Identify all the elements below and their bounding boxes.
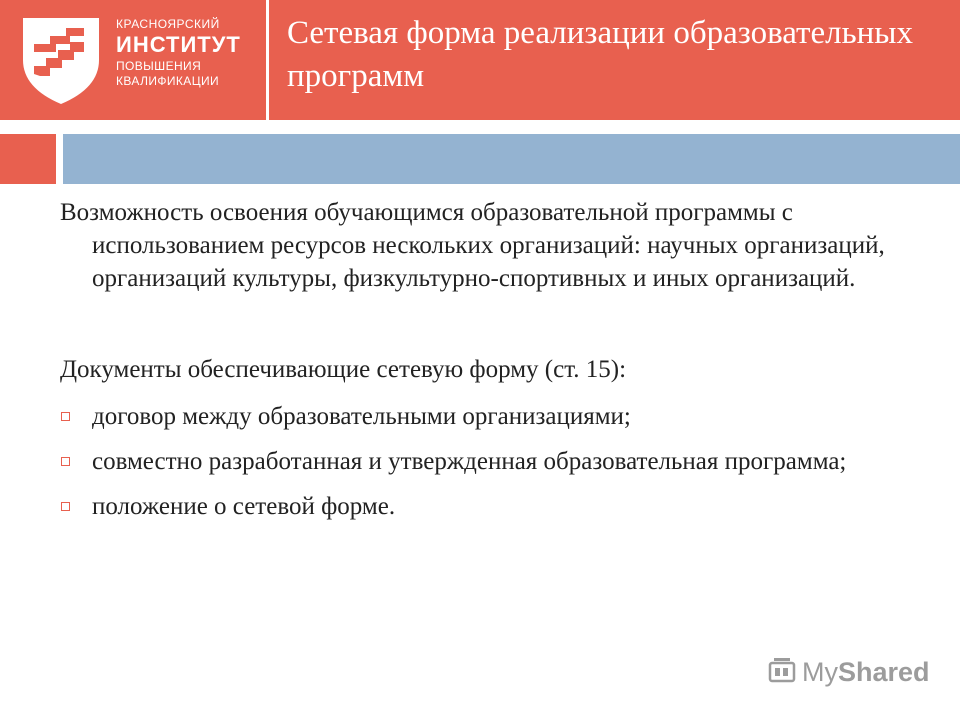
myshared-logo-icon	[768, 657, 798, 687]
watermark-text-b: Shared	[838, 657, 930, 687]
logo-line-2: ИНСТИТУТ	[116, 32, 241, 57]
logo-line-1: КРАСНОЯРСКИЙ	[116, 17, 220, 31]
watermark-text-a: My	[802, 657, 838, 687]
list-item-text: положение о сетевой форме.	[92, 493, 396, 520]
intro-paragraph: Возможность освоения обучающимся образовательной программы с использованием ресурсов нескольких организаций: научных организаций, организаций культуры, физкультурно-спортивных и иных организаций.	[60, 199, 885, 292]
list-item	[60, 445, 940, 478]
logo-wordmark	[116, 18, 241, 87]
hollow-square-bullet-icon	[61, 502, 70, 511]
list-item-text: совместно разработанная и утвержденная образовательная программа;	[92, 448, 847, 475]
accent-bar	[63, 134, 960, 184]
slide-header	[0, 0, 960, 120]
logo-line-3: ПОВЫШЕНИЯ	[116, 59, 202, 73]
hollow-square-bullet-icon	[61, 457, 70, 466]
institute-logo-shield-icon	[20, 14, 102, 106]
hollow-square-bullet-icon	[61, 412, 70, 421]
accent-block	[0, 134, 56, 184]
list-item	[60, 400, 940, 433]
docs-heading: Документы обеспечивающие сетевую форму (ст. 15):	[60, 356, 627, 383]
slide-title: Сетевая форма реализации образовательных программ	[287, 15, 913, 94]
docs-list	[60, 400, 940, 523]
list-item-text: договор между образовательными организациями;	[92, 403, 631, 430]
institute-logo	[20, 14, 250, 106]
header-divider	[266, 0, 269, 120]
slide-body	[60, 196, 940, 535]
list-item	[60, 490, 940, 523]
watermark-text	[802, 654, 930, 690]
logo-line-4: КВАЛИФИКАЦИИ	[116, 74, 220, 88]
